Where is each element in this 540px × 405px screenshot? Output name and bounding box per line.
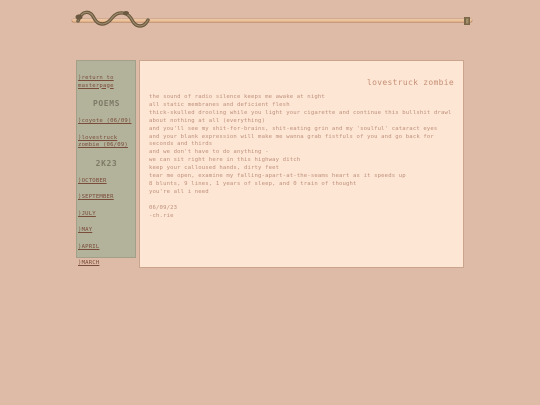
- poems-heading: POEMS: [92, 99, 121, 108]
- year-heading: 2K23: [95, 158, 118, 168]
- month-link-label: MARCH: [81, 260, 100, 266]
- poem-link-label: lovestruck zombie (06/09): [78, 134, 128, 148]
- poem-line: and you'll see my shit-for-brains, shit-eating grin and my 'soulful' cataract eyes: [149, 125, 438, 132]
- month-link-label: MAY: [81, 227, 93, 233]
- poem-date: 06/09/23: [149, 204, 178, 211]
- poem-line: we can sit right here in this highway ditch: [149, 157, 301, 164]
- sidebar: [76, 60, 136, 266]
- branch-header-graphic: [66, 8, 476, 34]
- poem-link-label: coyote (06/09): [81, 118, 132, 124]
- stanza-gap: [149, 197, 454, 205]
- month-link-october[interactable]: [78, 178, 135, 186]
- link-arrow-icon: ⟩: [78, 227, 82, 233]
- poem-line: and your blank expression will make me wanna grab fistfuls of you and go back for seconds and thirds: [149, 133, 434, 148]
- link-arrow-icon: ⟩: [78, 194, 82, 200]
- link-arrow-icon: ⟩: [78, 260, 82, 266]
- poem-title: lovestruck zombie: [367, 78, 454, 87]
- poem-line: thick-skulled drooling while you light your cigarette and continue this bullshit drawl about nothing at all (everything): [149, 109, 452, 124]
- return-link-label: return to masterpage: [78, 75, 114, 89]
- month-link-label: JULY: [81, 210, 96, 217]
- poem-content-panel: [139, 60, 464, 268]
- poem-line: the sound of radio silence keeps me awake at night: [149, 94, 325, 100]
- poem-line: you're all i need: [149, 188, 209, 195]
- link-arrow-icon: ⟩: [78, 210, 82, 217]
- poem-line: 8 blunts, 9 lines, 1 years of sleep, and 0 train of thought: [149, 180, 357, 187]
- month-link-label: APRIL: [81, 243, 100, 250]
- return-to-masterpage-link[interactable]: [78, 75, 135, 90]
- poem-line: all static membranes and deficient flesh: [149, 101, 290, 108]
- month-link-march[interactable]: [78, 260, 135, 268]
- link-arrow-icon: ⟩: [78, 243, 82, 250]
- month-link-april[interactable]: [78, 244, 135, 252]
- month-link-may[interactable]: [78, 227, 135, 235]
- link-arrow-icon: ⟩: [78, 177, 82, 184]
- month-link-label: OCTOBER: [81, 177, 107, 184]
- month-link-september[interactable]: [78, 194, 135, 202]
- poem-link-coyote[interactable]: [78, 118, 135, 126]
- poem-link-lovestruck-zombie[interactable]: [78, 135, 135, 150]
- poem-line: keep your calloused hands, dirty feet: [149, 165, 280, 172]
- link-arrow-icon: ⟩: [78, 134, 82, 141]
- link-arrow-icon: ⟩: [78, 75, 82, 81]
- poem-signature: -ch.rie: [149, 212, 174, 219]
- poem-line: tear me open, examine my falling-apart-at-the-seams heart as it speeds up: [149, 173, 406, 180]
- month-link-july[interactable]: [78, 211, 135, 219]
- month-link-label: SEPTEMBER: [81, 194, 114, 200]
- poem-line: and we don't have to do anything -: [149, 149, 269, 156]
- link-arrow-icon: ⟩: [78, 118, 82, 124]
